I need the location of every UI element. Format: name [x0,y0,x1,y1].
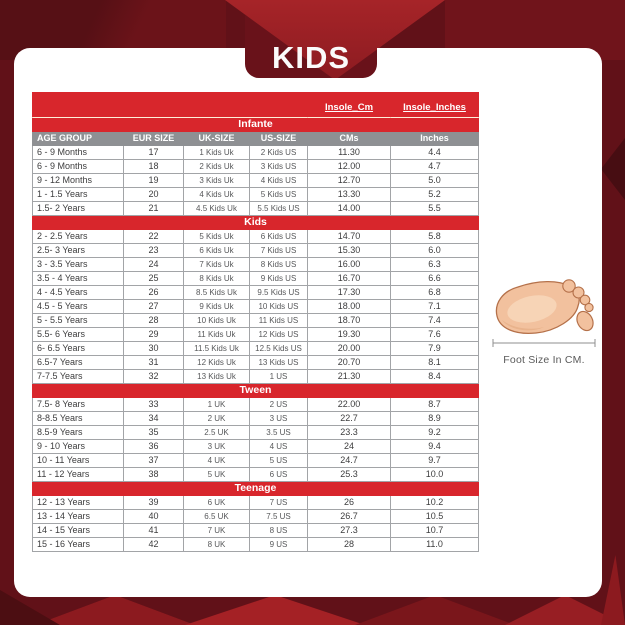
cell-uk-size: 4 Kids Uk [184,188,250,202]
background-corner-bottom-right [601,555,625,625]
cell-age-group: 7-7.5 Years [33,370,124,384]
cell-inches: 9.7 [391,454,479,468]
cell-cm: 20.00 [308,342,391,356]
foot-size-figure [490,276,598,366]
size-table-body [33,146,479,552]
cell-cm: 22.7 [308,412,391,426]
cell-cm: 23.3 [308,426,391,440]
table-row [33,160,479,174]
cell-eur-size: 24 [124,258,184,272]
column-header-cms: CMs [308,132,391,146]
cell-eur-size: 28 [124,314,184,328]
cell-us-size: 11 Kids US [250,314,308,328]
cell-inches: 4.7 [391,160,479,174]
cell-inches: 5.8 [391,230,479,244]
cell-uk-size: 5 UK [184,468,250,482]
cell-cm: 20.70 [308,356,391,370]
cell-inches: 6.0 [391,244,479,258]
cell-uk-size: 6 Kids Uk [184,244,250,258]
cell-age-group: 1 - 1.5 Years [33,188,124,202]
cell-us-size: 13 Kids US [250,356,308,370]
cell-cm: 24 [308,440,391,454]
column-header-age-group: AGE GROUP [33,132,124,146]
cell-age-group: 4.5 - 5 Years [33,300,124,314]
cell-us-size: 8 Kids US [250,258,308,272]
table-row [33,286,479,300]
cell-age-group: 6- 6.5 Years [33,342,124,356]
section-band-label: Tween [33,384,479,398]
measure-line [493,339,595,347]
table-row [33,524,479,538]
cell-cm: 12.70 [308,174,391,188]
cell-cm: 11.30 [308,146,391,160]
cell-age-group: 14 - 15 Years [33,524,124,538]
insole-header-band [33,93,479,118]
cell-cm: 27.3 [308,524,391,538]
cell-us-size: 7.5 US [250,510,308,524]
cell-eur-size: 37 [124,454,184,468]
table-row [33,272,479,286]
foot-caption: Foot Size In CM. [503,354,585,366]
cell-us-size: 7 Kids US [250,244,308,258]
page-title: KIDS [271,40,351,75]
table-row [33,300,479,314]
cell-uk-size: 8.5 Kids Uk [184,286,250,300]
cell-inches: 7.1 [391,300,479,314]
cell-age-group: 1.5- 2 Years [33,202,124,216]
section-band-label: Kids [33,216,479,230]
cell-uk-size: 2 Kids Uk [184,160,250,174]
column-header-inches: Inches [391,132,479,146]
size-table [32,92,479,552]
cell-age-group: 6.5-7 Years [33,356,124,370]
cell-eur-size: 42 [124,538,184,552]
cell-uk-size: 13 Kids Uk [184,370,250,384]
cell-eur-size: 40 [124,510,184,524]
table-row [33,244,479,258]
cell-eur-size: 39 [124,496,184,510]
cell-us-size: 1 US [250,370,308,384]
cell-cm: 19.30 [308,328,391,342]
cell-uk-size: 6 UK [184,496,250,510]
cell-age-group: 5.5- 6 Years [33,328,124,342]
cell-uk-size: 8 Kids Uk [184,272,250,286]
cell-eur-size: 38 [124,468,184,482]
cell-age-group: 8.5-9 Years [33,426,124,440]
cell-us-size: 12 Kids US [250,328,308,342]
cell-eur-size: 25 [124,272,184,286]
cell-age-group: 9 - 10 Years [33,440,124,454]
cell-us-size: 8 US [250,524,308,538]
cell-cm: 26.7 [308,510,391,524]
cell-eur-size: 18 [124,160,184,174]
cell-us-size: 3 US [250,412,308,426]
cell-cm: 24.7 [308,454,391,468]
cell-cm: 15.30 [308,244,391,258]
cell-eur-size: 27 [124,300,184,314]
table-row [33,412,479,426]
cell-cm: 14.00 [308,202,391,216]
cell-us-size: 6 US [250,468,308,482]
cell-inches: 8.4 [391,370,479,384]
background-triangle-bottom-3 [355,595,515,625]
cell-age-group: 15 - 16 Years [33,538,124,552]
cell-us-size: 5 Kids US [250,188,308,202]
column-header-uk-size: UK-SIZE [184,132,250,146]
cell-eur-size: 41 [124,524,184,538]
cell-us-size: 4 Kids US [250,174,308,188]
cell-us-size: 7 US [250,496,308,510]
cell-cm: 26 [308,496,391,510]
cell-inches: 6.6 [391,272,479,286]
cell-us-size: 2 Kids US [250,146,308,160]
background-triangle-bottom-2 [185,595,365,625]
cell-us-size: 9.5 Kids US [250,286,308,300]
cell-age-group: 13 - 14 Years [33,510,124,524]
cell-us-size: 3.5 US [250,426,308,440]
cell-inches: 9.4 [391,440,479,454]
cell-age-group: 3.5 - 4 Years [33,272,124,286]
cell-cm: 21.30 [308,370,391,384]
table-row [33,314,479,328]
cell-inches: 7.9 [391,342,479,356]
cell-inches: 8.1 [391,356,479,370]
column-header-us-size: US-SIZE [250,132,308,146]
cell-us-size: 9 Kids US [250,272,308,286]
table-row [33,426,479,440]
table-row [33,356,479,370]
cell-eur-size: 26 [124,286,184,300]
cell-cm: 22.00 [308,398,391,412]
cell-cm: 16.00 [308,258,391,272]
cell-uk-size: 6.5 UK [184,510,250,524]
cell-eur-size: 20 [124,188,184,202]
section-band-row [33,216,479,230]
cell-cm: 25.3 [308,468,391,482]
table-row [33,398,479,412]
cell-age-group: 11 - 12 Years [33,468,124,482]
insole-cm-label: Insole_Cm [308,93,391,118]
cell-inches: 8.7 [391,398,479,412]
cell-inches: 5.5 [391,202,479,216]
background-triangle-bottom-1 [35,595,195,625]
table-row [33,370,479,384]
cell-uk-size: 4 UK [184,454,250,468]
cell-uk-size: 3 UK [184,440,250,454]
cell-age-group: 10 - 11 Years [33,454,124,468]
cell-cm: 18.70 [308,314,391,328]
cell-uk-size: 1 Kids Uk [184,146,250,160]
cell-age-group: 7.5- 8 Years [33,398,124,412]
cell-us-size: 5 US [250,454,308,468]
section-band-row [33,384,479,398]
cell-eur-size: 31 [124,356,184,370]
table-row [33,454,479,468]
cell-uk-size: 11.5 Kids Uk [184,342,250,356]
cell-inches: 10.2 [391,496,479,510]
cell-eur-size: 32 [124,370,184,384]
cell-uk-size: 5 Kids Uk [184,230,250,244]
cell-uk-size: 10 Kids Uk [184,314,250,328]
cell-cm: 17.30 [308,286,391,300]
column-header-row [33,132,479,146]
cell-us-size: 3 Kids US [250,160,308,174]
cell-age-group: 2.5- 3 Years [33,244,124,258]
cell-inches: 10.0 [391,468,479,482]
cell-inches: 4.4 [391,146,479,160]
size-chart-card [14,48,602,597]
table-row [33,440,479,454]
cell-eur-size: 33 [124,398,184,412]
table-row [33,468,479,482]
section-band-label: Infante [33,118,479,132]
cell-uk-size: 3 Kids Uk [184,174,250,188]
cell-eur-size: 17 [124,146,184,160]
cell-uk-size: 4.5 Kids Uk [184,202,250,216]
cell-eur-size: 29 [124,328,184,342]
cell-age-group: 6 - 9 Months [33,160,124,174]
cell-inches: 5.2 [391,188,479,202]
cell-eur-size: 22 [124,230,184,244]
table-row [33,188,479,202]
cell-uk-size: 9 Kids Uk [184,300,250,314]
cell-eur-size: 30 [124,342,184,356]
cell-inches: 5.0 [391,174,479,188]
cell-uk-size: 7 Kids Uk [184,258,250,272]
cell-age-group: 4 - 4.5 Years [33,286,124,300]
kids-tab [245,0,377,78]
cell-cm: 16.70 [308,272,391,286]
cell-inches: 9.2 [391,426,479,440]
cell-inches: 6.3 [391,258,479,272]
cell-age-group: 2 - 2.5 Years [33,230,124,244]
cell-age-group: 12 - 13 Years [33,496,124,510]
cell-inches: 8.9 [391,412,479,426]
cell-eur-size: 23 [124,244,184,258]
table-row [33,146,479,160]
cell-us-size: 6 Kids US [250,230,308,244]
cell-cm: 13.30 [308,188,391,202]
cell-cm: 28 [308,538,391,552]
table-row [33,342,479,356]
cell-inches: 7.6 [391,328,479,342]
cell-cm: 14.70 [308,230,391,244]
cell-uk-size: 1 UK [184,398,250,412]
cell-eur-size: 21 [124,202,184,216]
cell-age-group: 8-8.5 Years [33,412,124,426]
cell-inches: 10.5 [391,510,479,524]
cell-inches: 10.7 [391,524,479,538]
background-diamond-right [601,138,625,200]
cell-uk-size: 12 Kids Uk [184,356,250,370]
cell-us-size: 12.5 Kids US [250,342,308,356]
cell-us-size: 9 US [250,538,308,552]
cell-eur-size: 36 [124,440,184,454]
column-header-eur-size: EUR SIZE [124,132,184,146]
cell-uk-size: 2.5 UK [184,426,250,440]
table-row [33,510,479,524]
cell-eur-size: 35 [124,426,184,440]
cell-us-size: 4 US [250,440,308,454]
cell-inches: 6.8 [391,286,479,300]
cell-us-size: 10 Kids US [250,300,308,314]
cell-eur-size: 34 [124,412,184,426]
cell-uk-size: 11 Kids Uk [184,328,250,342]
cell-age-group: 5 - 5.5 Years [33,314,124,328]
cell-eur-size: 19 [124,174,184,188]
table-row [33,174,479,188]
insole-band-spacer [33,93,308,118]
table-row [33,230,479,244]
cell-us-size: 2 US [250,398,308,412]
cell-age-group: 6 - 9 Months [33,146,124,160]
cell-us-size: 5.5 Kids US [250,202,308,216]
cell-age-group: 3 - 3.5 Years [33,258,124,272]
cell-uk-size: 8 UK [184,538,250,552]
cell-inches: 11.0 [391,538,479,552]
table-row [33,538,479,552]
cell-uk-size: 2 UK [184,412,250,426]
foot-illustration [490,276,598,348]
section-band-label: Teenage [33,482,479,496]
table-row [33,202,479,216]
cell-cm: 12.00 [308,160,391,174]
cell-inches: 7.4 [391,314,479,328]
cell-age-group: 9 - 12 Months [33,174,124,188]
table-row [33,258,479,272]
table-row [33,328,479,342]
table-row [33,496,479,510]
cell-cm: 18.00 [308,300,391,314]
cell-uk-size: 7 UK [184,524,250,538]
section-band-row [33,482,479,496]
section-band-row [33,118,479,132]
insole-inches-label: Insole_Inches [391,93,479,118]
